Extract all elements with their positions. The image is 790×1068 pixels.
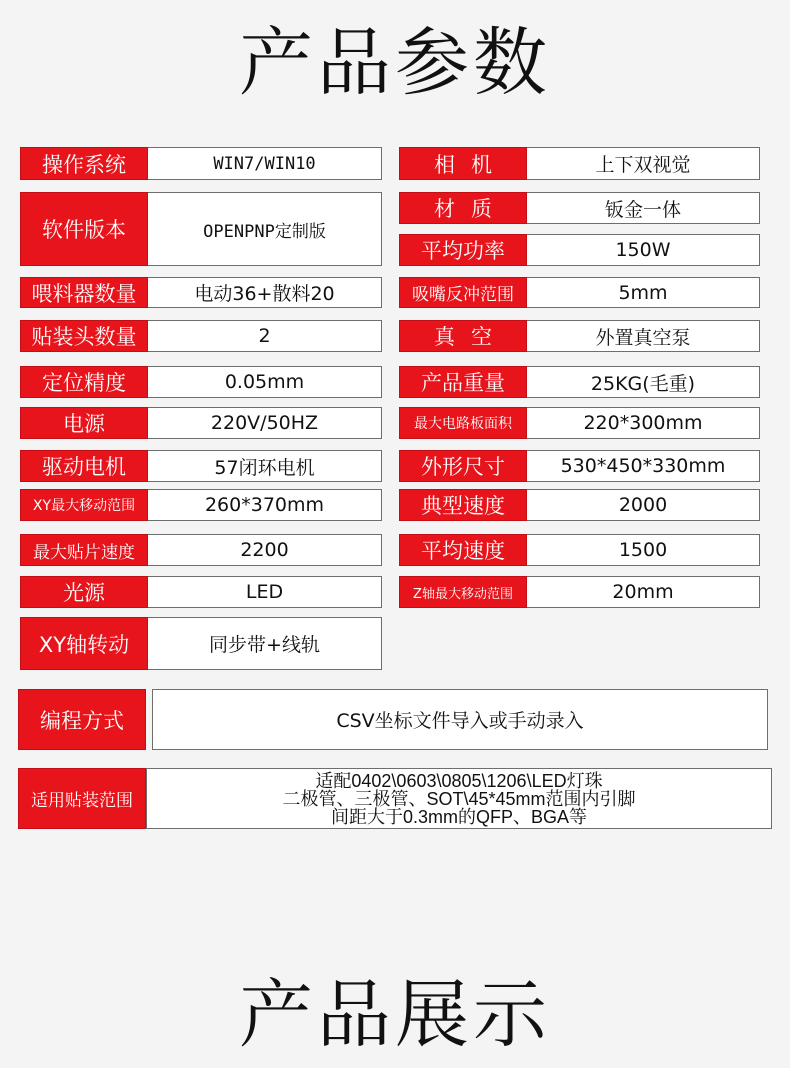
spec-value: 上下双视觉 — [527, 147, 760, 180]
spec-value: 2200 — [148, 534, 382, 566]
spec-row-weight — [399, 366, 760, 398]
spec-label: 平均功率 — [399, 234, 527, 266]
spec-row-camera — [399, 147, 760, 180]
spec-value: 150W — [527, 234, 760, 266]
spec-label: 光源 — [20, 576, 148, 608]
spec-value: 外置真空泵 — [527, 320, 760, 352]
spec-label: 外形尺寸 — [399, 450, 527, 482]
spec-value: LED — [148, 576, 382, 608]
params-title: 产品参数 — [239, 20, 551, 106]
spec-label: 电源 — [20, 407, 148, 439]
spec-label: XY最大移动范围 — [20, 489, 148, 521]
spec-value: WIN7/WIN10 — [148, 147, 382, 180]
spec-value: 同步带+线轨 — [148, 617, 382, 670]
spec-row-dimensions — [399, 450, 760, 482]
spec-label: 相机 — [399, 147, 527, 180]
spec-value: 0.05mm — [148, 366, 382, 398]
spec-label: 最大贴片速度 — [20, 534, 148, 566]
spec-row-xy-range — [20, 489, 382, 521]
spec-row-feeders — [20, 277, 382, 308]
spec-row-accuracy — [20, 366, 382, 398]
spec-row-programming — [18, 689, 768, 750]
spec-value: CSV坐标文件导入或手动录入 — [152, 689, 768, 750]
spec-value: OPENPNP定制版 — [148, 192, 382, 266]
spec-value-multiline — [146, 768, 772, 829]
spec-label: 平均速度 — [399, 534, 527, 566]
spec-row-power — [20, 407, 382, 439]
spec-row-software — [20, 192, 382, 266]
spec-row-heads — [20, 320, 382, 352]
spec-label: 典型速度 — [399, 489, 527, 521]
spec-label: 贴装头数量 — [20, 320, 148, 352]
spec-row-avg-speed — [399, 534, 760, 566]
spec-value: 2 — [148, 320, 382, 352]
application-line-1: 适配0402\0603\0805\1206\LED灯珠 — [315, 770, 603, 791]
spec-value: 5mm — [527, 277, 760, 308]
spec-row-xy-drive — [20, 617, 382, 670]
spec-label: 编程方式 — [18, 689, 146, 750]
spec-value: 260*370mm — [148, 489, 382, 521]
spec-value: 1500 — [527, 534, 760, 566]
spec-label: 驱动电机 — [20, 450, 148, 482]
spec-value: 57闭环电机 — [148, 450, 382, 482]
spec-row-vacuum — [399, 320, 760, 352]
spec-value: 钣金一体 — [527, 192, 760, 224]
spec-row-nozzle — [399, 277, 760, 308]
spec-row-max-speed — [20, 534, 382, 566]
spec-row-light — [20, 576, 382, 608]
spec-label: 喂料器数量 — [20, 277, 148, 308]
spec-value: 530*450*330mm — [527, 450, 760, 482]
spec-row-avg-power — [399, 234, 760, 266]
spec-row-motor — [20, 450, 382, 482]
spec-row-pcb-area — [399, 407, 760, 439]
spec-label: 最大电路板面积 — [399, 407, 527, 439]
showcase-title: 产品展示 — [239, 972, 551, 1058]
spec-label: 产品重量 — [399, 366, 527, 398]
spec-value: 20mm — [527, 576, 760, 608]
spec-value: 220V/50HZ — [148, 407, 382, 439]
spec-value: 25KG(毛重) — [527, 366, 760, 398]
spec-value: 220*300mm — [527, 407, 760, 439]
spec-value: 2000 — [527, 489, 760, 521]
spec-row-typical-speed — [399, 489, 760, 521]
spec-value: 电动36+散料20 — [148, 277, 382, 308]
spec-row-material — [399, 192, 760, 224]
spec-row-os — [20, 147, 382, 180]
application-line-3: 间距大于0.3mm的QFP、BGA等 — [330, 806, 588, 827]
spec-row-z-range — [399, 576, 760, 608]
spec-label: 真空 — [399, 320, 527, 352]
spec-label: XY轴转动 — [20, 617, 148, 670]
spec-label: Z轴最大移动范围 — [399, 576, 527, 608]
spec-label: 定位精度 — [20, 366, 148, 398]
spec-label: 材质 — [399, 192, 527, 224]
spec-label: 操作系统 — [20, 147, 148, 180]
spec-row-application — [18, 768, 772, 829]
spec-label: 吸嘴反冲范围 — [399, 277, 527, 308]
application-line-2: 二极管、三极管、SOT\45*45mm范围内引脚 — [282, 788, 636, 809]
spec-label: 适用贴装范围 — [18, 768, 146, 829]
spec-label: 软件版本 — [20, 192, 148, 266]
